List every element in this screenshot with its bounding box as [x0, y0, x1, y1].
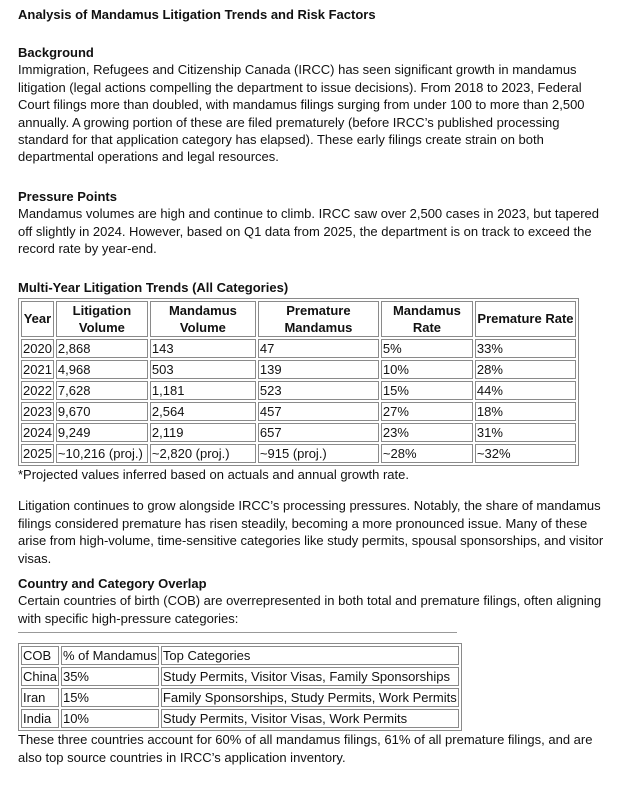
cell-percent-mandamus: 10% [61, 709, 159, 728]
cell-mandamus-rate: 5% [381, 339, 473, 358]
country-overlap-heading: Country and Category Overlap [18, 575, 207, 591]
background-section [18, 44, 611, 166]
cell-premature-mandamus: 457 [258, 402, 379, 421]
column-header-mandamus-volume: Mandamus Volume [150, 301, 256, 337]
column-header-top-categories: Top Categories [161, 646, 459, 665]
column-header-mandamus-rate: Mandamus Rate [381, 301, 473, 337]
background-heading: Background [18, 45, 94, 60]
cell-percent-mandamus: 35% [61, 667, 159, 686]
cell-percent-mandamus: 15% [61, 688, 159, 707]
table-row [21, 423, 576, 442]
cell-cob: India [21, 709, 59, 728]
cell-year: 2021 [23, 361, 52, 377]
cell-premature-mandamus: 47 [258, 339, 379, 358]
table-header-row [21, 301, 576, 337]
cell-mandamus-rate: 23% [381, 423, 473, 442]
country-overlap-paragraph: Certain countries of birth (COB) are overrepresented in both total and premature filings, often aligning with specific high-pressure categories: [18, 593, 602, 626]
cell-mandamus-volume: ~2,820 (proj.) [150, 444, 256, 463]
cell-premature-mandamus: 139 [258, 360, 379, 379]
cell-mandamus-rate: 15% [381, 381, 473, 400]
column-header-premature-rate: Premature Rate [475, 301, 576, 337]
table-row [21, 444, 576, 463]
cell-cob: Iran [21, 688, 59, 707]
cell-mandamus-volume: 2,564 [150, 402, 256, 421]
cell-top-categories: Study Permits, Visitor Visas, Work Permits [161, 709, 459, 728]
cell-year: 2020 [23, 340, 52, 356]
table-row [21, 381, 576, 400]
column-header-litigation-volume: Litigation Volume [56, 301, 148, 337]
column-header-percent-mandamus: % of Mandamus [62, 648, 157, 664]
column-header-cob: COB [21, 646, 59, 665]
cell-premature-rate: ~32% [475, 444, 576, 463]
table-row [21, 360, 576, 379]
cell-mandamus-rate: 10% [381, 360, 473, 379]
cell-year: 2025 [23, 445, 52, 461]
cell-premature-rate: 31% [475, 423, 576, 442]
document-title: Analysis of Mandamus Litigation Trends and Risk Factors [18, 7, 376, 22]
cell-premature-mandamus: 523 [258, 381, 379, 400]
country-summary: These three countries account for 60% of all mandamus filings, 61% of all premature filings, and are also top source countries in IRCC’s application inventory. [18, 732, 593, 765]
table-row [21, 688, 459, 707]
table-row [21, 709, 459, 728]
cell-top-categories: Family Sponsorships, Study Permits, Work Permits [162, 690, 457, 706]
cell-premature-mandamus: 657 [258, 423, 379, 442]
cell-mandamus-volume: 503 [150, 360, 256, 379]
cell-mandamus-volume: 143 [150, 339, 256, 358]
table-row [21, 667, 459, 686]
pressure-points-heading: Pressure Points [18, 188, 117, 204]
cell-litigation-volume: ~10,216 (proj.) [56, 444, 148, 463]
pressure-points-paragraph: Mandamus volumes are high and continue to climb. IRCC saw over 2,500 cases in 2023, but tapered off slightly in 2024. However, based on Q1 data from 2025, the department is on track to exceed the record rate by year-end. [18, 206, 599, 257]
cell-premature-mandamus: ~915 (proj.) [258, 444, 379, 463]
cell-mandamus-rate: 27% [381, 402, 473, 421]
background-paragraph: Immigration, Refugees and Citizenship Canada (IRCC) has seen significant growth in mandamus litigation (legal actions compelling the department to issue decisions). From 2018 to 2023, Federal Court filings more than doubled, with mandamus filings surging from under 100 to more than 2,500 annually. A growing portion of these are filed prematurely (before IRCC’s published processing standard for that application category has elapsed). These early filings create strain on both departmental operations and legal resources. [18, 62, 585, 165]
cell-litigation-volume: 9,670 [56, 402, 148, 421]
cell-mandamus-volume: 2,119 [150, 423, 256, 442]
trends-heading: Multi-Year Litigation Trends (All Categories) [18, 280, 289, 296]
trends-footnote: *Projected values inferred based on actuals and annual growth rate. [18, 466, 409, 482]
cell-mandamus-rate: ~28% [381, 444, 473, 463]
cell-premature-rate: 33% [475, 339, 576, 358]
table-header-row [21, 646, 459, 665]
cell-premature-rate: 44% [475, 381, 576, 400]
trends-table [18, 298, 579, 466]
cell-year: 2023 [23, 403, 52, 419]
cell-litigation-volume: 9,249 [56, 423, 148, 442]
trends-commentary: Litigation continues to grow alongside IRCC’s processing pressures. Notably, the share of mandamus filings considered premature has risen steadily, becoming a more pronounced issue. Many of these arise from high-volume, time-sensitive categories like study permits, spousal sponsorships, and visitor visas. [18, 498, 604, 566]
cell-cob: China [23, 669, 57, 685]
cell-top-categories: Study Permits, Visitor Visas, Family Sponsorships [161, 667, 459, 686]
cell-year: 2024 [23, 424, 52, 440]
cell-litigation-volume: 4,968 [56, 360, 148, 379]
pressure-points-section [18, 188, 611, 258]
column-header-premature-mandamus: Premature Mandamus [258, 301, 379, 337]
country-table [18, 643, 462, 731]
cell-litigation-volume: 2,868 [56, 339, 148, 358]
table-row [21, 402, 576, 421]
country-overlap-section [18, 575, 611, 766]
cell-premature-rate: 18% [475, 402, 576, 421]
cell-year: 2022 [23, 382, 52, 398]
trends-section [18, 279, 611, 566]
cell-mandamus-volume: 1,181 [150, 381, 256, 400]
cell-litigation-volume: 7,628 [56, 381, 148, 400]
table-row [21, 339, 576, 358]
column-header-year: Year [21, 301, 54, 337]
cell-premature-rate: 28% [475, 360, 576, 379]
